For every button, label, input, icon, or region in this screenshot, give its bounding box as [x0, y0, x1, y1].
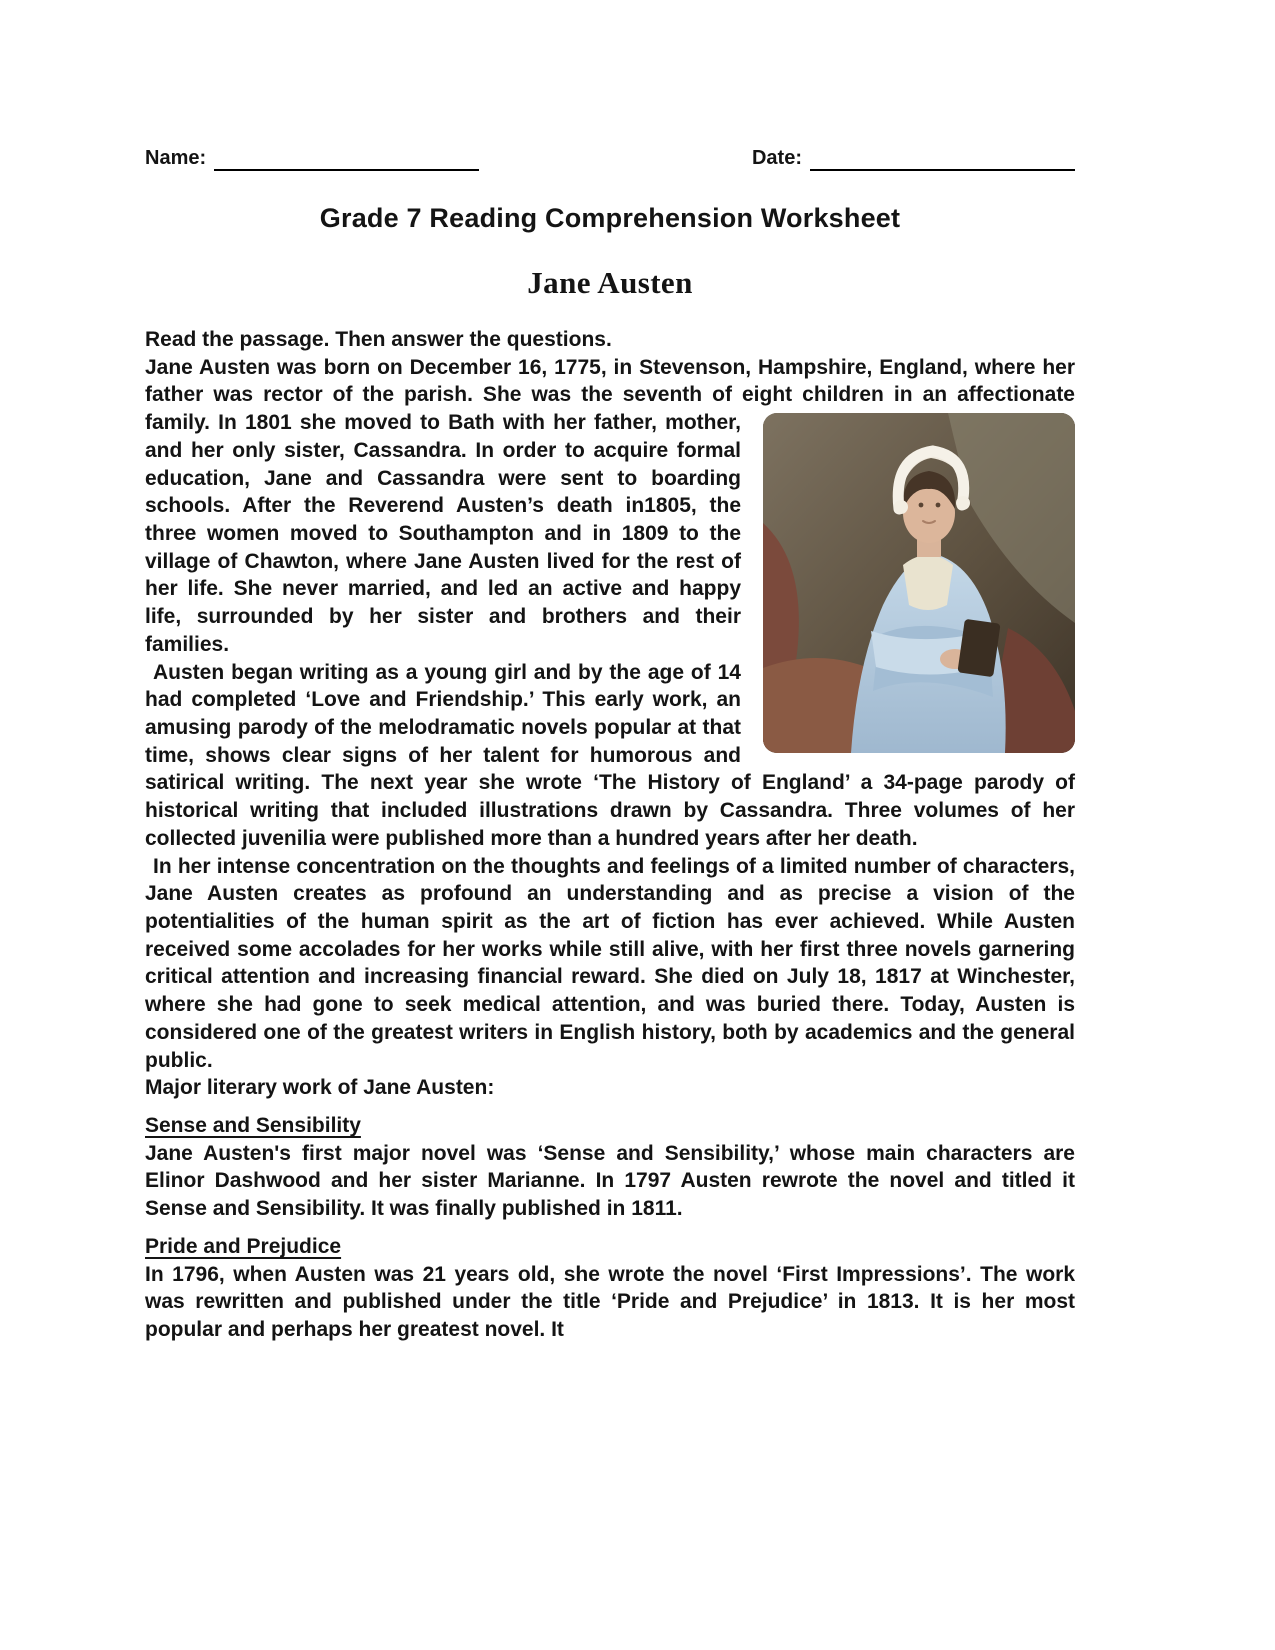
section-heading-sense-and-sensibility: Sense and Sensibility — [145, 1114, 361, 1138]
passage-paragraph-1 — [145, 354, 1075, 659]
jane-austen-portrait — [763, 413, 1075, 753]
name-field-group — [145, 145, 479, 171]
instruction-text: Read the passage. Then answer the questions. — [145, 327, 612, 351]
worksheet-title: Grade 7 Reading Comprehension Worksheet — [319, 203, 901, 234]
section-text-pride-and-prejudice: In 1796, when Austen was 21 years old, she wrote the novel ‘First Impressions’. The work was rewritten and published under the title ‘Pride and Prejudice’ in 1813. It is her most popular and perhaps her greatest novel. It — [145, 1262, 1075, 1342]
page-title: Jane Austen — [527, 265, 693, 301]
section-text-sense-and-sensibility: Jane Austen's first major novel was ‘Sense and Sensibility,’ whose main characters are Elinor Dashwood and her sister Marianne. In 1797 Austen rewrote the novel and titled it Sense and Sensibility. It was finally published in 1811. — [145, 1141, 1075, 1221]
passage-paragraph-3: In her intense concentration on the thoughts and feelings of a limited number of characters, Jane Austen creates as profound an understanding and as precise a vision of the potentialities of the human spirit as the art of fiction has ever achieved. While Austen received some accolades for her works while still alive, with her first three novels garnering critical attention and increasing financial reward. She died on July 18, 1817 at Winchester, where she had gone to seek medical attention, and was buried there. Today, Austen is considered one of the greatest writers in English history, both by academics and the general public. — [145, 854, 1075, 1072]
name-blank-line — [214, 149, 479, 171]
date-label: Date: — [751, 147, 802, 169]
passage — [145, 354, 1075, 1344]
paragraph-1-before-image: Jane Austen was born on December 16, 1775, in Stevenson, Hampshire, England, where her father was rector of the parish. She was the seventh of eight children in an affectionate family. — [145, 355, 1075, 435]
section-heading-pride-and-prejudice: Pride and Prejudice — [145, 1234, 342, 1258]
date-blank-line — [810, 149, 1075, 171]
paragraph-1-after-image: In 1801 she moved to Bath with her father, mother, and her only sister, Cassandra. In order to acquire formal education, Jane and Cassandra were sent to boarding schools. After the Reverend Austen’s death in1805, the three women moved to Southampton and in 1809 to the village of Chawton, where Jane Austen lived for the rest of her life. She never married, and led an active and happy life, surrounded by her sister and brothers and their families. — [145, 411, 741, 656]
passage-paragraph-2: Austen began writing as a young girl and by the age of 14 had completed ‘Love and Friendship.’ This early work, an amusing parody of the melodramatic novels popular at that time, shows clear signs of her talent for humorous and satirical writing. The next year she wrote ‘The History of England’ a 34-page parody of historical writing that included illustrations drawn by Cassandra. Three volumes of her collected juvenilia were published more than a hundred years after her death. — [145, 660, 1075, 850]
header-row — [145, 145, 1075, 171]
jane-austen-portrait-illustration — [763, 413, 1075, 753]
date-field-group — [752, 145, 1075, 171]
passage-paragraph-4: Major literary work of Jane Austen: — [145, 1076, 495, 1100]
name-label: Name: — [145, 147, 207, 169]
